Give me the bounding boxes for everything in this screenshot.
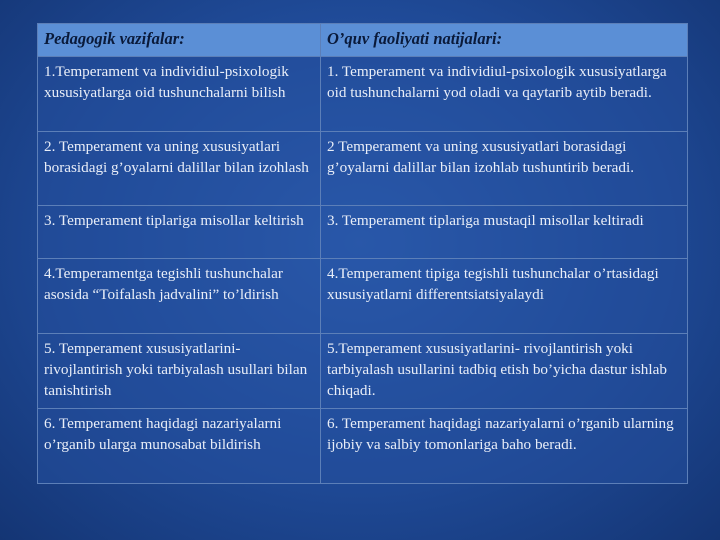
header-learning-outcomes: O’quv faoliyati natijalari: [321, 24, 688, 57]
table-header-row [38, 24, 688, 57]
task-cell: 3. Temperament tiplariga misollar keltirish [38, 206, 321, 259]
task-cell: 5. Temperament xususiyatlarini-rivojlantirish yoki tarbiyalash usullari bilan tanishtirish [38, 334, 321, 409]
task-cell: 4.Temperamentga tegishli tushunchalar asosida “Toifalash jadvalini” to’ldirish [38, 259, 321, 334]
outcome-cell: 6. Temperament haqidagi nazariyalarni o’rganib ularning ijobiy va salbiy tomonlariga baho beradi. [321, 409, 688, 484]
table-row [38, 206, 688, 259]
outcome-cell: 4.Temperament tipiga tegishli tushunchalar o’rtasidagi xususiyatlarni differentsiatsiyalaydi [321, 259, 688, 334]
outcome-cell: 2 Temperament va uning xususiyatlari borasidagi g’oyalarni dalillar bilan izohlab tushuntirib beradi. [321, 132, 688, 206]
outcome-cell: 3. Temperament tiplariga mustaqil misollar keltiradi [321, 206, 688, 259]
outcome-cell: 1. Temperament va individiul-psixologik xususiyatlarga oid tushunchalarni yod oladi va qaytarib aytib beradi. [321, 57, 688, 132]
header-pedagogical-tasks: Pedagogik vazifalar: [38, 24, 321, 57]
task-cell: 2. Temperament va uning xususiyatlari borasidagi g’oyalarni dalillar bilan izohlash [38, 132, 321, 206]
table-row [38, 259, 688, 334]
table-row [38, 132, 688, 206]
objectives-table [37, 23, 688, 484]
table-row [38, 409, 688, 484]
table-row [38, 57, 688, 132]
outcome-cell: 5.Temperament xususiyatlarini- rivojlantirish yoki tarbiyalash usullarini tadbiq etish bo’yicha dastur ishlab chiqadi. [321, 334, 688, 409]
table-row [38, 334, 688, 409]
task-cell: 6. Temperament haqidagi nazariyalarni o’rganib ularga munosabat bildirish [38, 409, 321, 484]
task-cell: 1.Temperament va individiul-psixologik xususiyatlarga oid tushunchalarni bilish [38, 57, 321, 132]
